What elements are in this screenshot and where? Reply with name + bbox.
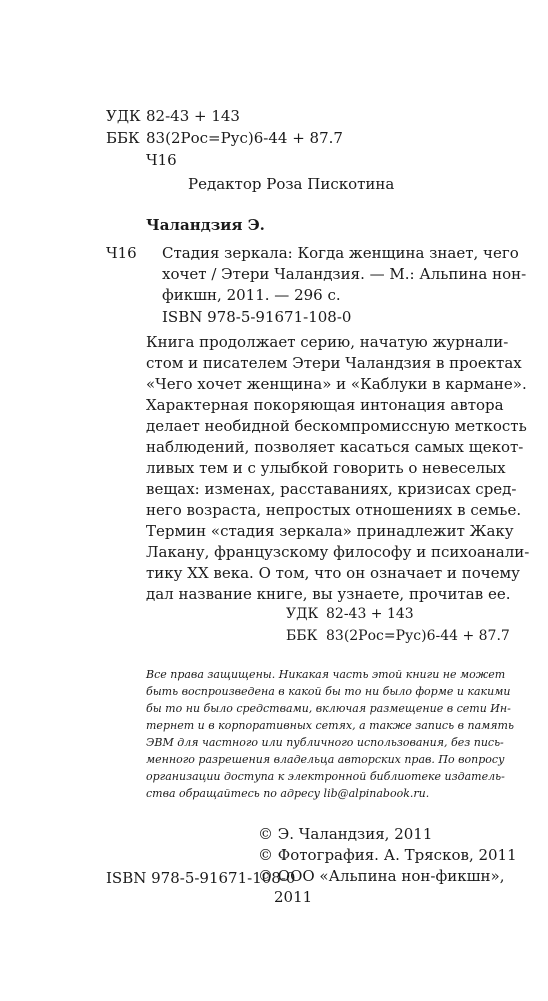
- description-line: хочет / Этери Чаландзия. — М.: Альпина нон-: [162, 265, 527, 283]
- copyright-block: [258, 824, 517, 908]
- annotation-line: стом и писателем Этери Чаландзия в проектах: [146, 354, 522, 372]
- rights-line: Все права защищены. Никакая часть этой книги не может: [146, 668, 506, 681]
- annotation-line: вещах: изменах, расставаниях, кризисах сред-: [146, 480, 517, 498]
- annotation-line: «Чего хочет женщина» и «Каблуки в кармане».: [146, 375, 527, 393]
- top-udk-line: [106, 106, 240, 127]
- annotation-line: ливых тем и с улыбкой говорить о невеселых: [146, 459, 506, 477]
- annotation-line: Характерная покоряющая интонация автора: [146, 396, 504, 414]
- udk-value: 82-43 + 143: [146, 107, 240, 125]
- annotation-line: наблюдений, позволяет касаться самых щекот-: [146, 438, 524, 456]
- udk-label: УДК: [286, 606, 319, 622]
- annotation-line: дал название книге, вы узнаете, прочитав ее.: [146, 585, 511, 603]
- copyright-line: 2011: [274, 888, 313, 906]
- udk-value: 82-43 + 143: [326, 606, 414, 622]
- copyright-line: © ООО «Альпина нон-фикшн»,: [258, 867, 505, 885]
- top-bbk-line: [106, 128, 343, 149]
- annotation-line: тику XX века. О том, что он означает и почему: [146, 564, 521, 582]
- annotation-line: Термин «стадия зеркала» принадлежит Жаку: [146, 522, 514, 540]
- copyright-line: © Э. Чаландзия, 2011: [258, 825, 433, 843]
- bbk-value: 83(2Рос=Рус)6-44 + 87.7: [326, 628, 510, 644]
- rights-line: быть воспроизведена в какой бы то ни было форме и какими: [146, 685, 511, 698]
- card-bbk-line: [286, 626, 510, 646]
- rights-notice: [146, 666, 514, 802]
- rights-line: ЭВМ для частного или публичного использования, без пись-: [146, 736, 504, 749]
- copyright-line: © Фотография. А. Трясков, 2011: [258, 846, 517, 864]
- bibliographic-description: [162, 243, 527, 306]
- rights-line: ства обращайтесь по адресу lib@alpinabook.ru.: [146, 787, 430, 800]
- editor-line: Редактор Роза Пискотина: [188, 175, 395, 193]
- card-author-mark: Ч16: [106, 244, 137, 262]
- annotation: [146, 332, 530, 605]
- card-udk-line: [286, 604, 414, 624]
- annotation-line: Книга продолжает серию, начатую журнали-: [146, 333, 509, 351]
- author-heading: Чаландзия Э.: [146, 216, 265, 234]
- bbk-value: 83(2Рос=Рус)6-44 + 87.7: [146, 129, 343, 147]
- bbk-label: ББК: [106, 129, 140, 147]
- bbk-label: ББК: [286, 628, 318, 644]
- rights-line: бы то ни было средствами, включая размещение в сети Ин-: [146, 702, 511, 715]
- top-author-mark: Ч16: [146, 151, 177, 169]
- bottom-isbn: ISBN 978-5-91671-108-0: [106, 869, 296, 887]
- rights-line: тернет и в корпоративных сетях, а также запись в память: [146, 719, 514, 732]
- annotation-line: Лакану, французскому философу и психоанали-: [146, 543, 530, 561]
- description-line: Стадия зеркала: Когда женщина знает, чего: [162, 244, 519, 262]
- description-line: фикшн, 2011. — 296 с.: [162, 286, 341, 304]
- card-isbn: ISBN 978-5-91671-108-0: [162, 308, 352, 326]
- rights-line: менного разрешения владельца авторских прав. По вопросу: [146, 753, 505, 766]
- udk-label: УДК: [106, 107, 141, 125]
- annotation-line: него возраста, непростых отношениях в семье.: [146, 501, 522, 519]
- rights-line: организации доступа к электронной библиотеке издатель-: [146, 770, 505, 783]
- annotation-line: делает необидной бескомпромиссную меткость: [146, 417, 527, 435]
